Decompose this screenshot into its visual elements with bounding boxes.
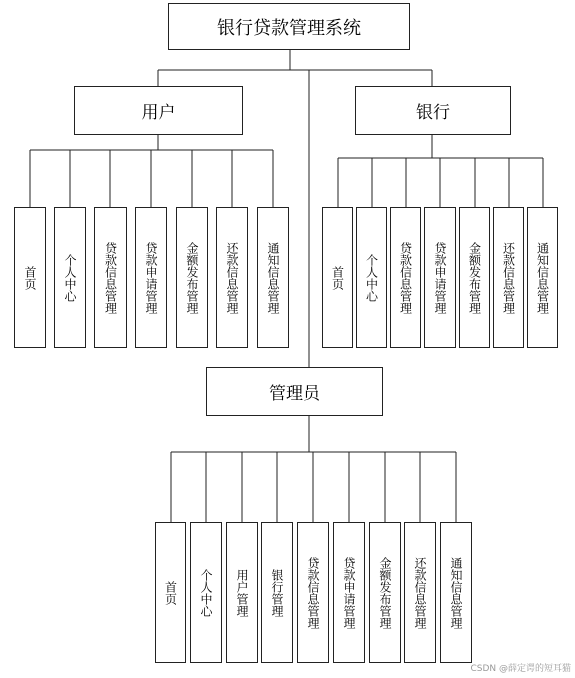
leaf-label: 通知信息管理 [535,241,550,314]
leaf-label: 首页 [330,265,345,290]
leaf-label: 贷款申请管理 [342,556,356,629]
leaf-label: 首页 [163,580,178,605]
root-node [168,3,410,50]
bank-leaf-2 [356,207,387,348]
leaf-label: 贷款信息管理 [103,241,118,314]
user-leaf-5 [176,207,208,348]
role-node-admin [206,367,383,416]
leaf-label: 通知信息管理 [266,241,280,314]
role-label-bank: 银行 [416,103,450,123]
role-label-user: 用户 [141,103,176,123]
bank-leaf-1 [322,207,353,348]
admin-leaf-8 [404,522,436,663]
leaf-label: 贷款申请管理 [433,241,447,314]
user-leaf-2 [54,207,86,348]
role-node-user [74,86,243,135]
leaf-label: 个人中心 [63,253,77,302]
role-node-bank [355,86,511,135]
leaf-label: 用户管理 [235,568,249,617]
bank-leaf-6 [493,207,524,348]
admin-leaf-9 [440,522,472,663]
leaf-label: 个人中心 [364,253,379,302]
admin-leaf-5 [297,522,329,663]
admin-leaf-2 [190,522,222,663]
user-leaf-4 [135,207,167,348]
admin-leaf-6 [333,522,365,663]
bank-leaf-7 [527,207,558,348]
leaf-label: 金额发布管理 [378,556,392,629]
root-title: 银行贷款管理系统 [217,17,361,39]
leaf-label: 银行管理 [270,568,284,617]
user-leaf-1 [14,207,46,348]
leaf-label: 通知信息管理 [449,556,463,629]
bank-leaf-3 [390,207,421,348]
user-leaf-7 [257,207,289,348]
leaf-label: 还款信息管理 [413,556,427,629]
leaf-label: 个人中心 [199,568,213,617]
admin-leaf-1 [155,522,186,663]
admin-leaf-3 [226,522,258,663]
user-leaf-6 [216,207,248,348]
leaf-label: 首页 [23,265,37,290]
leaf-label: 贷款申请管理 [144,241,158,314]
leaf-label: 还款信息管理 [501,241,516,314]
bank-leaf-4 [424,207,456,348]
leaf-label: 贷款信息管理 [398,241,413,314]
leaf-label: 贷款信息管理 [306,556,320,629]
leaf-label: 金额发布管理 [467,241,482,314]
admin-leaf-4 [261,522,293,663]
admin-leaf-7 [369,522,401,663]
watermark: CSDN @薛定谔的短耳猫 [470,664,571,674]
user-leaf-3 [94,207,127,348]
role-label-admin: 管理员 [269,384,320,404]
leaf-label: 还款信息管理 [225,241,239,314]
bank-leaf-5 [459,207,490,348]
leaf-label: 金额发布管理 [185,241,199,314]
